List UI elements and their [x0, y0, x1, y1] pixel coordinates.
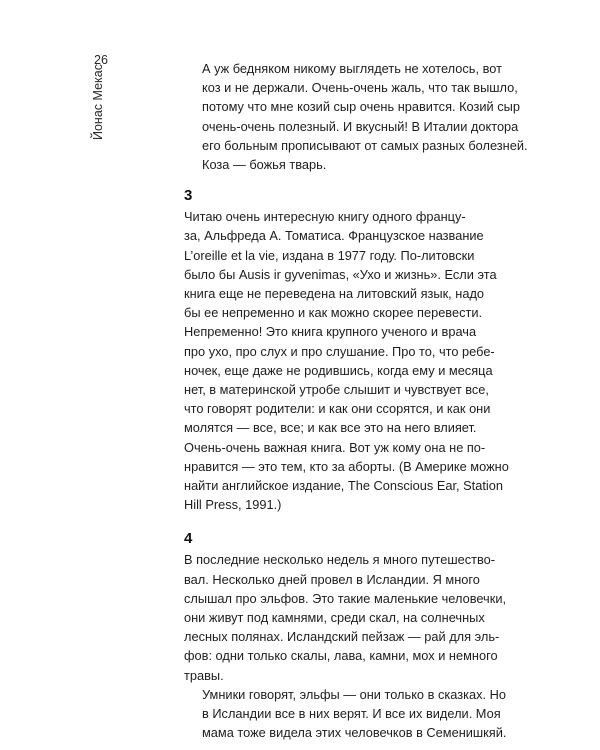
text-line: что говорят родители: и как они ссорятся, и как они: [184, 401, 491, 417]
text-line: Читаю очень интересную книгу одного францу-: [184, 209, 466, 225]
running-head-author: Йонас Мекас: [91, 64, 105, 140]
text-line: коз и не держали. Очень-очень жаль, что так вышло,: [202, 80, 518, 96]
text-line: они живут под камнями, среди скал, на солнечных: [184, 610, 485, 626]
text-line: книга еще не переведена на литовский язык, надо: [184, 286, 485, 302]
text-line: Hill Press, 1991.): [184, 497, 282, 513]
text-line: молятся — все, все; и как все это на него влияет.: [184, 420, 477, 436]
text-line: его больным прописывают от самых разных болезней.: [202, 137, 528, 153]
text-line: найти английское издание, The Conscious Ear, Station: [184, 478, 503, 494]
text-line: мама тоже видела этих человечков в Семенишкяй.: [202, 725, 507, 741]
section-3-paragraph: [184, 207, 514, 514]
intro-paragraph-2: [184, 155, 514, 174]
text-line: нет, в материнской утробе слышит и чувствует все,: [184, 382, 489, 398]
text-line: в Исландии все в них верят. И все их видели. Моя: [202, 706, 501, 722]
page-number: 26: [94, 53, 108, 67]
text-line: Очень-очень важная книга. Вот уж кому она не по-: [184, 439, 486, 455]
text-line: Коза — божья тварь.: [202, 157, 327, 173]
section-4-paragraph-1: [184, 550, 514, 684]
text-line: В последние несколько недель я много путешество-: [184, 552, 496, 568]
text-line: фов: одни только скалы, лава, камни, мох и немного: [184, 648, 498, 664]
text-line: ночек, еще даже не родившись, когда ему и месяца: [184, 362, 493, 378]
section-4-paragraph-2: [184, 685, 514, 743]
text-line: вал. Несколько дней провел в Исландии. Я много: [184, 571, 480, 587]
text-line: А уж бедняком никому выглядеть не хотелось, вот: [202, 61, 502, 76]
text-line: за, Альфреда А. Томатиса. Французское название: [184, 228, 484, 244]
text-line: бы ее непременно и как можно скорее перевести.: [184, 305, 483, 321]
text-line: потому что мне козий сыр очень нравится. Козий сыр: [202, 99, 520, 115]
text-line: было бы Ausis ir gyvenimas, «Ухо и жизнь». Если эта: [184, 266, 497, 282]
text-line: L’oreille et la vie, издана в 1977 году. По-литовски: [184, 247, 475, 263]
text-line: Умники говорят, эльфы — они только в сказках. Но: [202, 686, 506, 702]
text-line: Непременно! Это книга крупного ученого и врача: [184, 324, 477, 340]
intro-paragraph-1: [184, 59, 528, 155]
section-3-heading: 3: [184, 187, 193, 205]
text-line: лесных полянах. Исландский пейзаж — рай для эль-: [184, 629, 500, 645]
text-line: слышал про эльфов. Это такие маленькие человечки,: [184, 590, 507, 606]
text-line: про ухо, про слух и про слушание. Про то, что ребе-: [184, 343, 495, 359]
page-body: [184, 59, 528, 743]
section-4-heading: 4: [184, 530, 193, 548]
text-line: нравится — это тем, кто за аборты. (В Америке можно: [184, 458, 509, 474]
text-line: очень-очень полезный. И вкусный! В Италии доктора: [202, 118, 519, 134]
text-line: травы.: [184, 667, 224, 683]
